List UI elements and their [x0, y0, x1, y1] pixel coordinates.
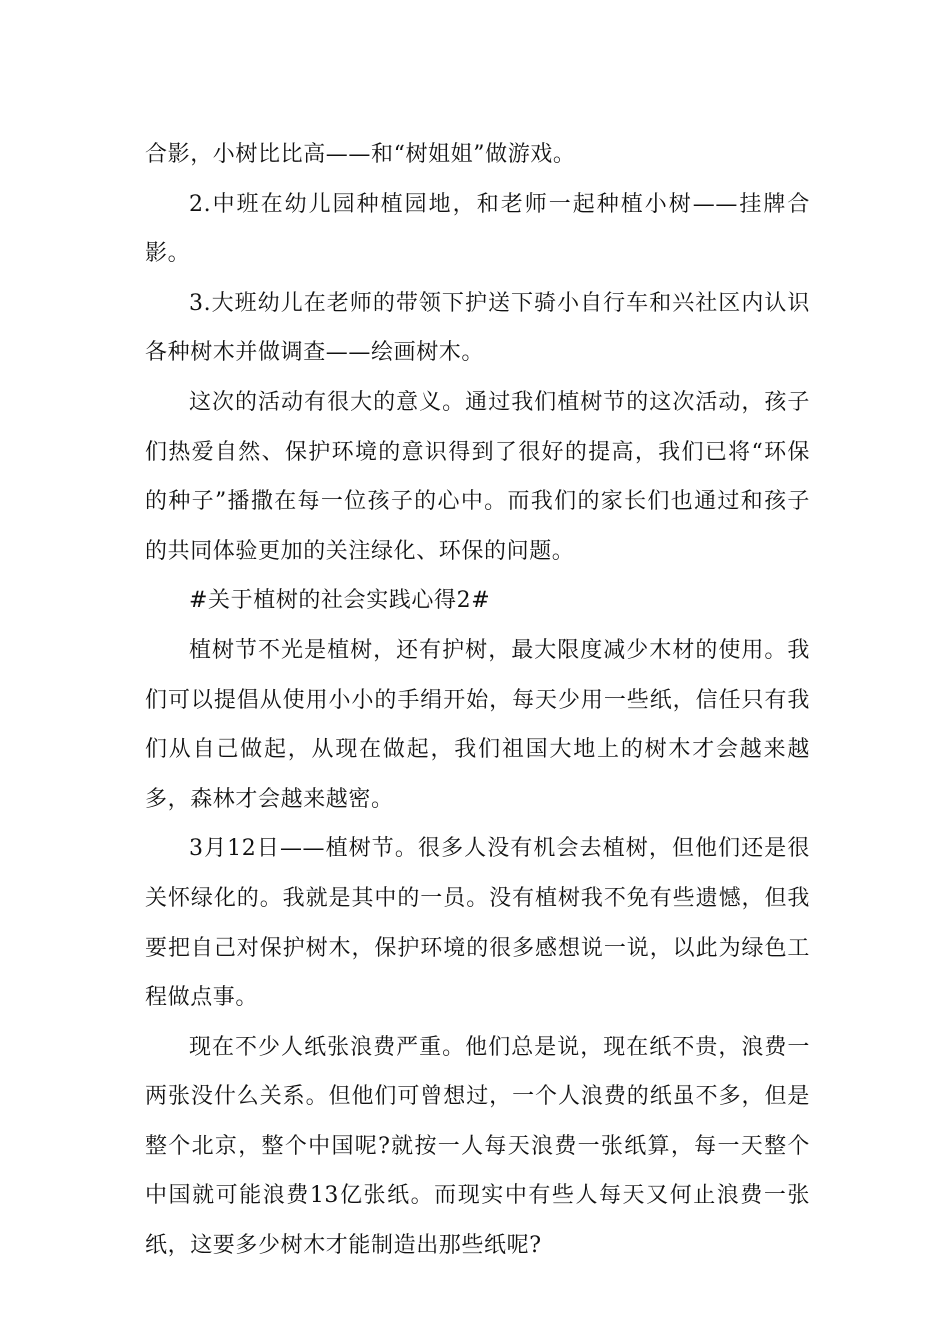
paragraph-senior-class: 3.大班幼儿在老师的带领下护送下骑小自行车和兴社区内认识各种树木并做调查——绘画树木。	[145, 290, 810, 366]
document-body	[145, 130, 810, 1271]
paragraph-continued: 合影，小树比比高——和“树姐姐”做游戏。	[145, 142, 576, 167]
paragraph-arbor-day: 3月12日——植树节。很多人没有机会去植树，但他们还是很关怀绿化的。我就是其中的一员。没有植树我不免有些遗憾，但我要把自己对保护树木，保护环境的很多感想说一说，以此为绿色工程做点事。	[145, 836, 810, 1011]
paragraph-activity-significance: 这次的活动有很大的意义。通过我们植树节的这次活动，孩子们热爱自然、保护环境的意识得到了很好的提高，我们已将“环保的种子”播撒在每一位孩子的心中。而我们的家长们也通过和孩子的共同体验更加的关注绿化、环保的问题。	[145, 389, 810, 564]
paragraph-paper-waste: 现在不少人纸张浪费严重。他们总是说，现在纸不贵，浪费一两张没什么关系。但他们可曾想过，一个人浪费的纸虽不多，但是整个北京，整个中国呢?就按一人每天浪费一张纸算，每一天整个中国就可能浪费13亿张纸。而现实中有些人每天又何止浪费一张纸，这要多少树木才能制造出那些纸呢?	[145, 1034, 810, 1259]
paragraph-middle-class: 2.中班在幼儿园种植园地，和老师一起种植小树——挂牌合影。	[145, 191, 810, 267]
section-heading: #关于植树的社会实践心得2#	[189, 588, 491, 614]
paragraph-tree-protection: 植树节不光是植树，还有护树，最大限度减少木材的使用。我们可以提倡从使用小小的手绢开始，每天少用一些纸，信任只有我们从自己做起，从现在做起，我们祖国大地上的树木才会越来越多，森林才会越来越密。	[145, 637, 810, 812]
